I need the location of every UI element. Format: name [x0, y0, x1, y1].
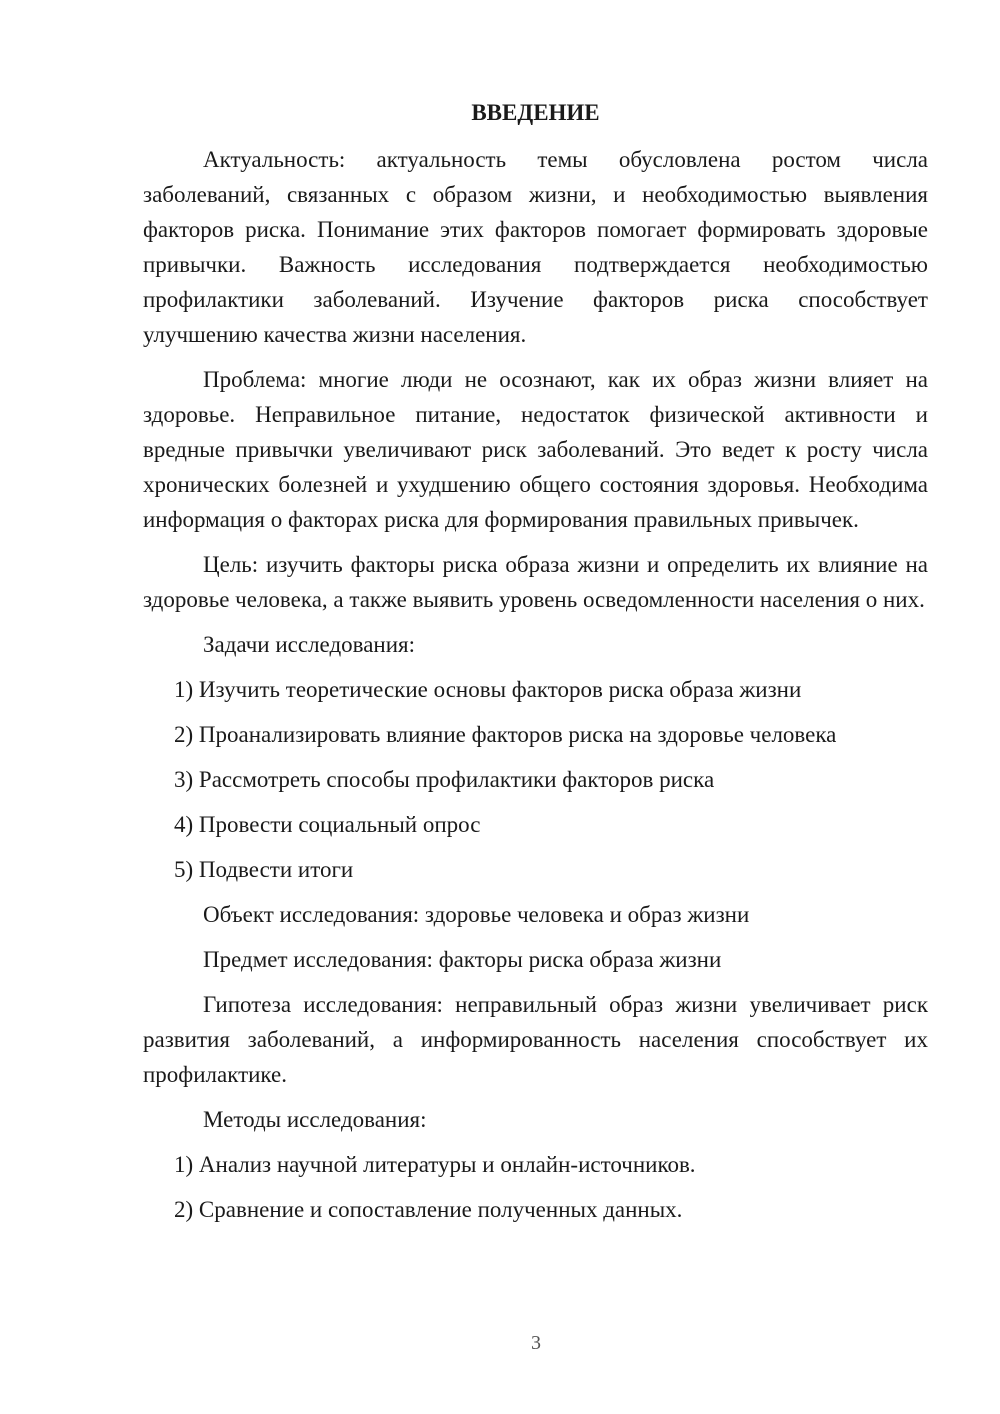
- methods-heading: Методы исследования:: [203, 1107, 427, 1132]
- document-body: [143, 95, 928, 1237]
- hypothesis-paragraph: Гипотеза исследования: неправильный образ жизни увеличивает риск развития заболеваний, а информированность населения способствует их профилактике.: [143, 992, 928, 1087]
- problem-paragraph: Проблема: многие люди не осознают, как их образ жизни влияет на здоровье. Неправильное питание, недостаток физической активности и вредные привычки увеличивают риск заболеваний. Это ведет к росту числа хронических болезней и ухудшению общего состояния здоровья. Необходима информация о факторах риска для формирования правильных привычек.: [143, 367, 928, 532]
- task-item: 1) Изучить теоретические основы факторов риска образа жизни: [174, 677, 802, 702]
- section-title: ВВЕДЕНИЕ: [471, 100, 600, 125]
- subject-line: Предмет исследования: факторы риска образа жизни: [203, 947, 722, 972]
- task-item: 2) Проанализировать влияние факторов риска на здоровье человека: [174, 722, 837, 747]
- method-item: 2) Сравнение и сопоставление полученных данных.: [174, 1197, 683, 1222]
- methods-list: [143, 1147, 928, 1227]
- goal-paragraph: Цель: изучить факторы риска образа жизни и определить их влияние на здоровье человека, а также выявить уровень осведомленности населения о них.: [143, 552, 928, 612]
- method-item: 1) Анализ научной литературы и онлайн-источников.: [174, 1152, 696, 1177]
- relevance-paragraph: Актуальность: актуальность темы обусловлена ростом числа заболеваний, связанных с образом жизни, и необходимостью выявления факторов риска. Понимание этих факторов помогает формировать здоровые привычки. Важность исследования подтверждается необходимостью профилактики заболеваний. Изучение факторов риска способствует улучшению качества жизни населения.: [143, 147, 928, 347]
- task-item: 5) Подвести итоги: [174, 857, 354, 882]
- task-item: 3) Рассмотреть способы профилактики факторов риска: [174, 767, 715, 792]
- task-item: 4) Провести социальный опрос: [174, 812, 481, 837]
- tasks-heading: Задачи исследования:: [203, 632, 416, 657]
- tasks-list: [143, 672, 928, 887]
- object-line: Объект исследования: здоровье человека и образ жизни: [203, 902, 750, 927]
- page-number: 3: [531, 1332, 541, 1354]
